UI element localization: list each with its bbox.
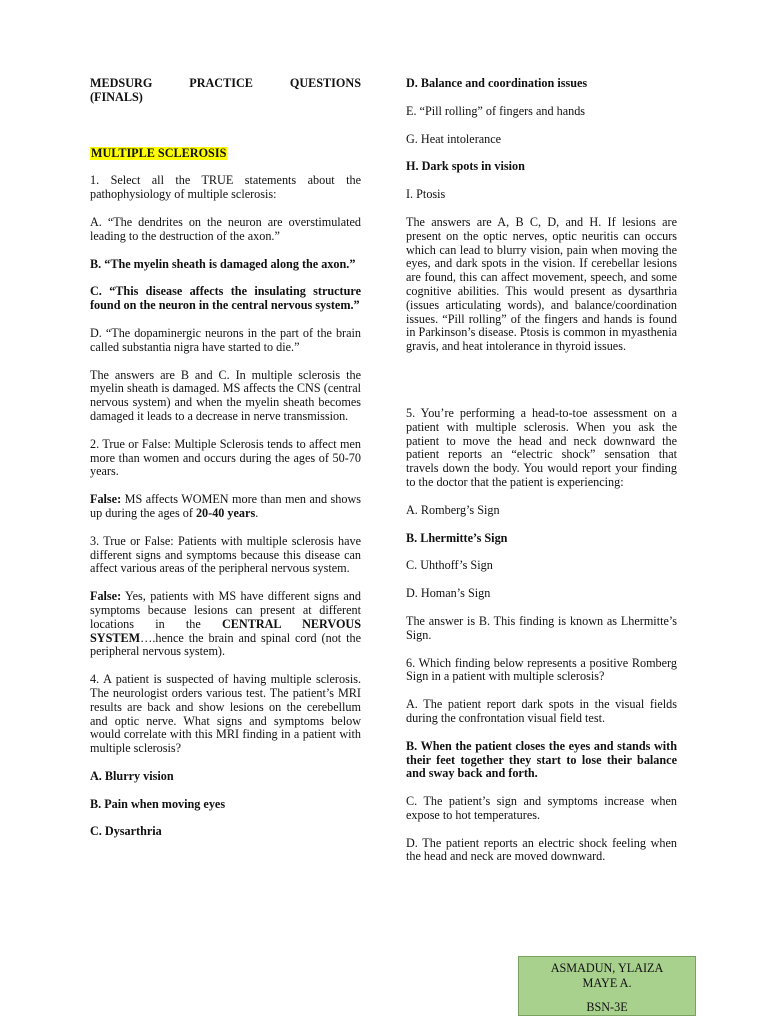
q5-option-d: D. Homan’s Sign — [406, 586, 491, 601]
q4-option-a: A. Blurry vision — [90, 768, 174, 783]
q4-option-e: E. “Pill rolling” of fingers and hands — [406, 103, 586, 118]
q1-option-c: C. “This disease affects the insulating structure found on the neuron in the central nervous system.” — [90, 284, 361, 313]
q4-option-h: H. Dark spots in vision — [406, 159, 525, 174]
q2-answer-end: . — [255, 505, 259, 520]
author-name-line2: MAYE A. — [582, 976, 632, 990]
q3-answer-label: False: — [90, 589, 122, 604]
q5-question: 5. You’re performing a head-to-toe assessment on a patient with multiple sclerosis. When you ask the patient to move the head and neck downward the patient reports an “electric shock” sensation that travels down the body. You would report your finding to the doctor that the patient is experiencing: — [406, 405, 677, 489]
left-column — [90, 77, 361, 853]
q4-question: 4. A patient is suspected of having multiple sclerosis. The neurologist orders various test. The patient’s MRI results are back and show lesions on the cerebellum and optic nerve. What signs and symptoms below would correlate with this MRI finding in a patient with multiple sclerosis? — [90, 672, 361, 756]
author-program: BSN-3E — [586, 1000, 628, 1014]
q4-option-b: B. Pain when moving eyes — [90, 796, 226, 811]
author-box — [518, 956, 696, 1016]
q4-option-g: G. Heat intolerance — [406, 131, 502, 146]
q3-answer — [90, 590, 361, 659]
q2-answer-label: False: — [90, 492, 122, 507]
q4-option-i: I. Ptosis — [406, 187, 446, 202]
q2-answer — [90, 493, 361, 521]
q1-option-d: D. “The dopaminergic neurons in the part of the brain called substantia nigra have started to die.” — [90, 325, 361, 354]
q3-answer-end: ….hence the brain and spinal cord (not the peripheral nervous system). — [90, 630, 361, 659]
q6-option-c: C. The patient’s sign and symptoms increase when expose to hot temperatures. — [406, 794, 677, 822]
q4-option-c: C. Dysarthria — [90, 824, 162, 839]
q1-answer: The answers are B and C. In multiple sclerosis the myelin sheath is damaged. MS affects the CNS (central nervous system) and when the myelin sheath becomes damaged it leads to a decrease in nerve transmission. — [90, 367, 361, 423]
q1-option-b: B. “The myelin sheath is damaged along the axon.” — [90, 256, 356, 271]
q1-option-a: A. “The dendrites on the neuron are overstimulated leading to the destruction of the axon.” — [90, 214, 361, 243]
q6-option-b: B. When the patient closes the eyes and stands with their feet together they start to lose their balance and sway back and forth. — [406, 738, 677, 781]
q6-option-d: D. The patient reports an electric shock feeling when the head and neck are moved downward. — [406, 835, 677, 864]
document-title: MEDSURG PRACTICE QUESTIONS — [90, 76, 361, 90]
q5-option-a: A. Romberg’s Sign — [406, 502, 500, 517]
q3-question: 3. True or False: Patients with multiple sclerosis have different signs and symptoms because this disease can affect various areas of the peripheral nervous system. — [90, 533, 361, 576]
q3-answer-text: Yes, patients with MS have different signs and symptoms because lesions can present at different locations in the — [90, 589, 361, 631]
q4-answer: The answers are A, B C, D, and H. If lesions are present on the optic nerves, optic neuritis can occurs which can lead to blurry vision, pain when moving the eyes, and dark spots in the vision. If cerebellar lesions are found, this can affect movement, speech, and some cognitive abilities. This would present as dysarthria (issues articulating words), and balance/coordination issues. “Pill rolling” of the fingers and hands is found in Parkinson’s disease. Ptosis is common in myasthenia gravis, and heat intolerance in thyroid issues. — [406, 214, 677, 354]
document-title-sub: (FINALS) — [90, 89, 143, 104]
q5-option-c: C. Uhthoff’s Sign — [406, 558, 493, 573]
section-heading: MULTIPLE SCLEROSIS — [91, 145, 227, 160]
q3-answer-emphasis: CENTRAL NERVOUS SYSTEM — [90, 616, 362, 645]
author-name-line1: ASMADUN, YLAIZA — [550, 961, 664, 975]
right-column — [406, 77, 677, 878]
q5-option-b: B. Lhermitte’s Sign — [406, 530, 508, 545]
q1-question: 1. Select all the TRUE statements about the pathophysiology of multiple sclerosis: — [90, 173, 361, 202]
column-spacer — [406, 368, 677, 407]
q2-answer-text: MS affects WOMEN more than men and shows up during the ages of — [90, 492, 361, 520]
q5-answer: The answer is B. This finding is known as Lhermitte’s Sign. — [406, 613, 677, 642]
q6-option-a: A. The patient report dark spots in the visual fields during the confrontation visual field test. — [406, 697, 677, 725]
q2-answer-emphasis: 20-40 years — [195, 505, 256, 520]
q2-question: 2. True or False: Multiple Sclerosis tends to affect men more than women and occurs during the ages of 50-70 years. — [90, 436, 361, 479]
q4-option-d: D. Balance and coordination issues — [406, 76, 588, 90]
q6-question: 6. Which finding below represents a positive Romberg Sign in a patient with multiple sclerosis? — [406, 655, 677, 684]
